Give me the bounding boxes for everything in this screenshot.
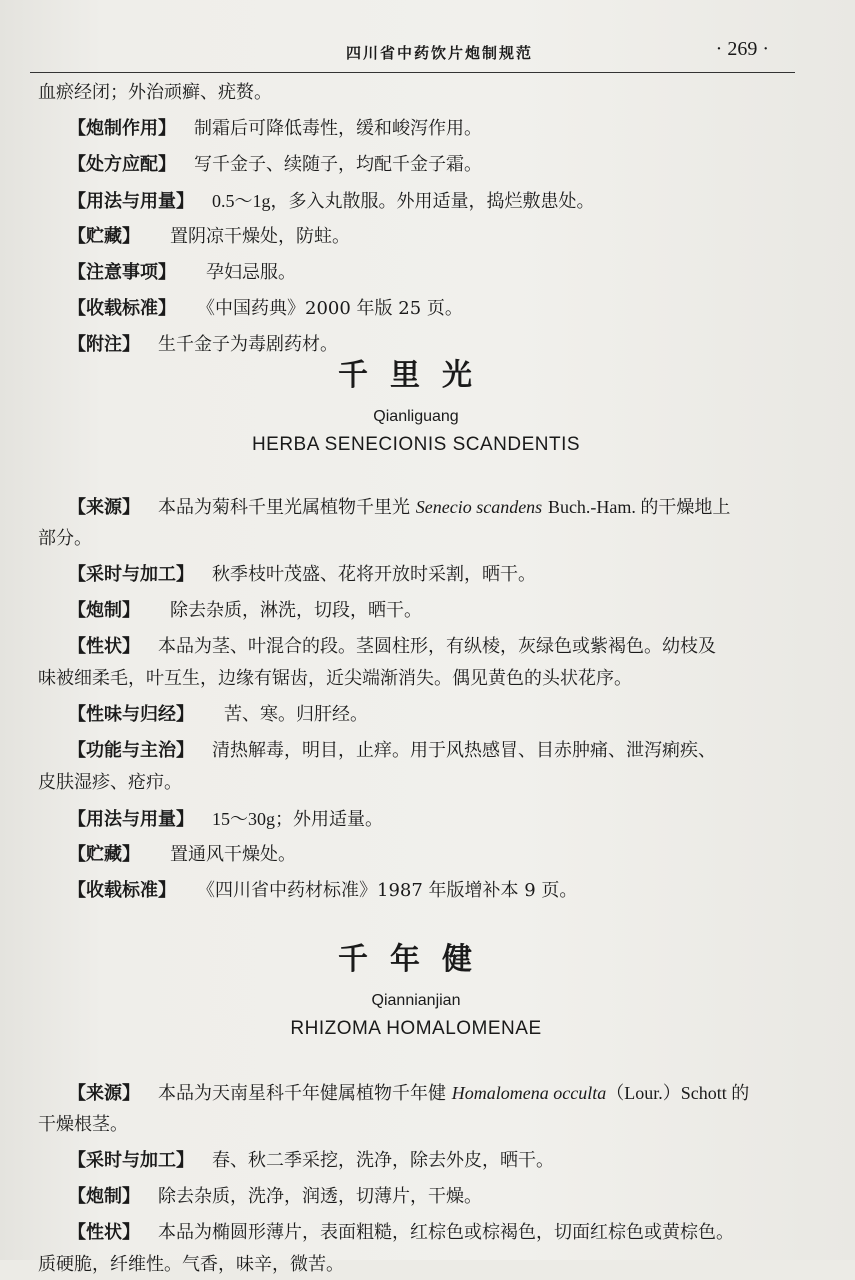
field-value: 除去杂质，淋洗，切段，晒干。 (170, 600, 422, 621)
field-value: 《中国药典》2000 年版 25 页。 (206, 298, 463, 319)
prev-field-prescription (68, 150, 794, 180)
field-value: 春、秋二季采挖，洗净，除去外皮，晒干。 (212, 1150, 554, 1171)
field-value: 置阴凉干燥处，防蛀。 (170, 226, 350, 247)
field-label: 【采时与加工】 (68, 564, 194, 585)
source-text: 本品为天南星科千年健属植物千年健 (158, 1083, 446, 1104)
species-name: Senecio scandens (415, 497, 543, 517)
field-label: 【炮制】 (68, 600, 140, 621)
entry-latin-qianliguang: HERBA SENECIONIS SCANDENTIS (251, 434, 581, 455)
field-value: 清热解毒，明目，止痒。用于风热感冒、目赤肿痛、泄泻痢疾、 (212, 740, 716, 761)
species-name: Homalomena occulta (451, 1083, 607, 1103)
entry-pinyin-qiannianjian: Qiannianjian (371, 992, 461, 1009)
prev-field-processing-effect (68, 114, 794, 144)
field-value: 秋季枝叶茂盛、花将开放时采割，晒干。 (212, 564, 536, 585)
qnj-characteristics-continuation: 质硬脆，纤维性。气香，味辛，微苦。 (38, 1254, 344, 1275)
field-value: 写千金子、续随子，均配千金子霜。 (194, 154, 482, 175)
prev-field-storage (68, 222, 794, 252)
field-label: 【处方应配】 (68, 154, 176, 175)
ql-field-processing (68, 596, 794, 626)
field-label: 【性状】 (68, 636, 140, 657)
ql-function-continuation: 皮肤湿疹、疮疖。 (38, 772, 182, 793)
field-label: 【收载标准】 (68, 298, 176, 319)
qnj-field-harvest (68, 1146, 794, 1176)
ql-field-source (68, 492, 794, 523)
entry-title-qiannianjian: 千年健 (338, 942, 494, 977)
running-title: 四川省中药饮片炮制规范 (346, 44, 534, 62)
ql-field-function (68, 736, 794, 766)
field-label: 【炮制作用】 (68, 118, 176, 139)
field-label: 【贮藏】 (68, 226, 140, 247)
field-value: 《四川省中药材标准》1987 年版增补本 9 页。 (206, 880, 578, 901)
field-label: 【用法与用量】 (68, 809, 194, 830)
source-text-authority: Buch.-Ham. 的干燥地上 (547, 497, 731, 517)
field-value: 置通风干燥处。 (170, 844, 296, 865)
field-value: 本品为茎、叶混合的段。茎圆柱形，有纵棱，灰绿色或紫褐色。幼枝及 (158, 636, 716, 657)
ql-field-characteristics (68, 632, 794, 662)
entry-pinyin-qianliguang: Qianliguang (373, 408, 459, 425)
page-number: · 269 · (715, 38, 769, 60)
field-value: 0.5～1g，多入丸散服。外用适量，捣烂敷患处。 (212, 191, 595, 211)
qnj-field-processing (68, 1182, 794, 1212)
field-label: 【注意事项】 (68, 262, 176, 283)
ql-field-storage (68, 840, 794, 870)
field-value: 生千金子为毒剧药材。 (158, 334, 338, 355)
ql-field-harvest (68, 560, 794, 590)
field-value: 制霜后可降低毒性，缓和峻泻作用。 (194, 118, 482, 139)
field-label: 【贮藏】 (68, 844, 140, 865)
field-label: 【来源】 (68, 1083, 140, 1104)
field-label: 【来源】 (68, 497, 140, 518)
field-label: 【采时与加工】 (68, 1150, 194, 1171)
entry-latin-qiannianjian: RHIZOMA HOMALOMENAE (290, 1018, 542, 1039)
field-label: 【附注】 (68, 334, 140, 355)
source-text-authority: （Lour.）Schott 的 (606, 1083, 750, 1103)
ql-field-dosage (68, 804, 794, 835)
qnj-source-continuation: 干燥根茎。 (38, 1114, 128, 1135)
prev-field-standard (68, 294, 794, 324)
ql-field-standard (68, 876, 794, 906)
source-text: 本品为菊科千里光属植物千里光 (158, 497, 410, 518)
ql-characteristics-continuation: 味被细柔毛，叶互生，边缘有锯齿，近尖端渐消失。偶见黄色的头状花序。 (38, 668, 632, 689)
continuation-text: 血瘀经闭；外治顽癣、疣赘。 (38, 82, 272, 103)
field-label: 【功能与主治】 (68, 740, 194, 761)
field-value: 孕妇忌服。 (206, 262, 296, 283)
field-label: 【收载标准】 (68, 880, 176, 901)
field-label: 【性味与归经】 (68, 704, 194, 725)
ql-field-taste-meridian (68, 700, 794, 730)
ql-source-continuation: 部分。 (38, 528, 92, 549)
field-label: 【炮制】 (68, 1186, 140, 1207)
field-label: 【用法与用量】 (68, 191, 194, 212)
field-value: 除去杂质，洗净，润透，切薄片，干燥。 (158, 1186, 482, 1207)
qnj-field-characteristics (68, 1218, 794, 1248)
field-value: 本品为椭圆形薄片，表面粗糙，红棕色或棕褐色，切面红棕色或黄棕色。 (158, 1222, 734, 1243)
prev-field-precautions (68, 258, 794, 288)
field-value: 15～30g；外用适量。 (212, 809, 383, 829)
field-value: 苦、寒。归肝经。 (224, 704, 368, 725)
prev-field-dosage (68, 186, 794, 217)
running-header (30, 38, 795, 73)
field-label: 【性状】 (68, 1222, 140, 1243)
qnj-field-source (68, 1078, 794, 1109)
entry-title-qianliguang: 千里光 (338, 358, 494, 393)
